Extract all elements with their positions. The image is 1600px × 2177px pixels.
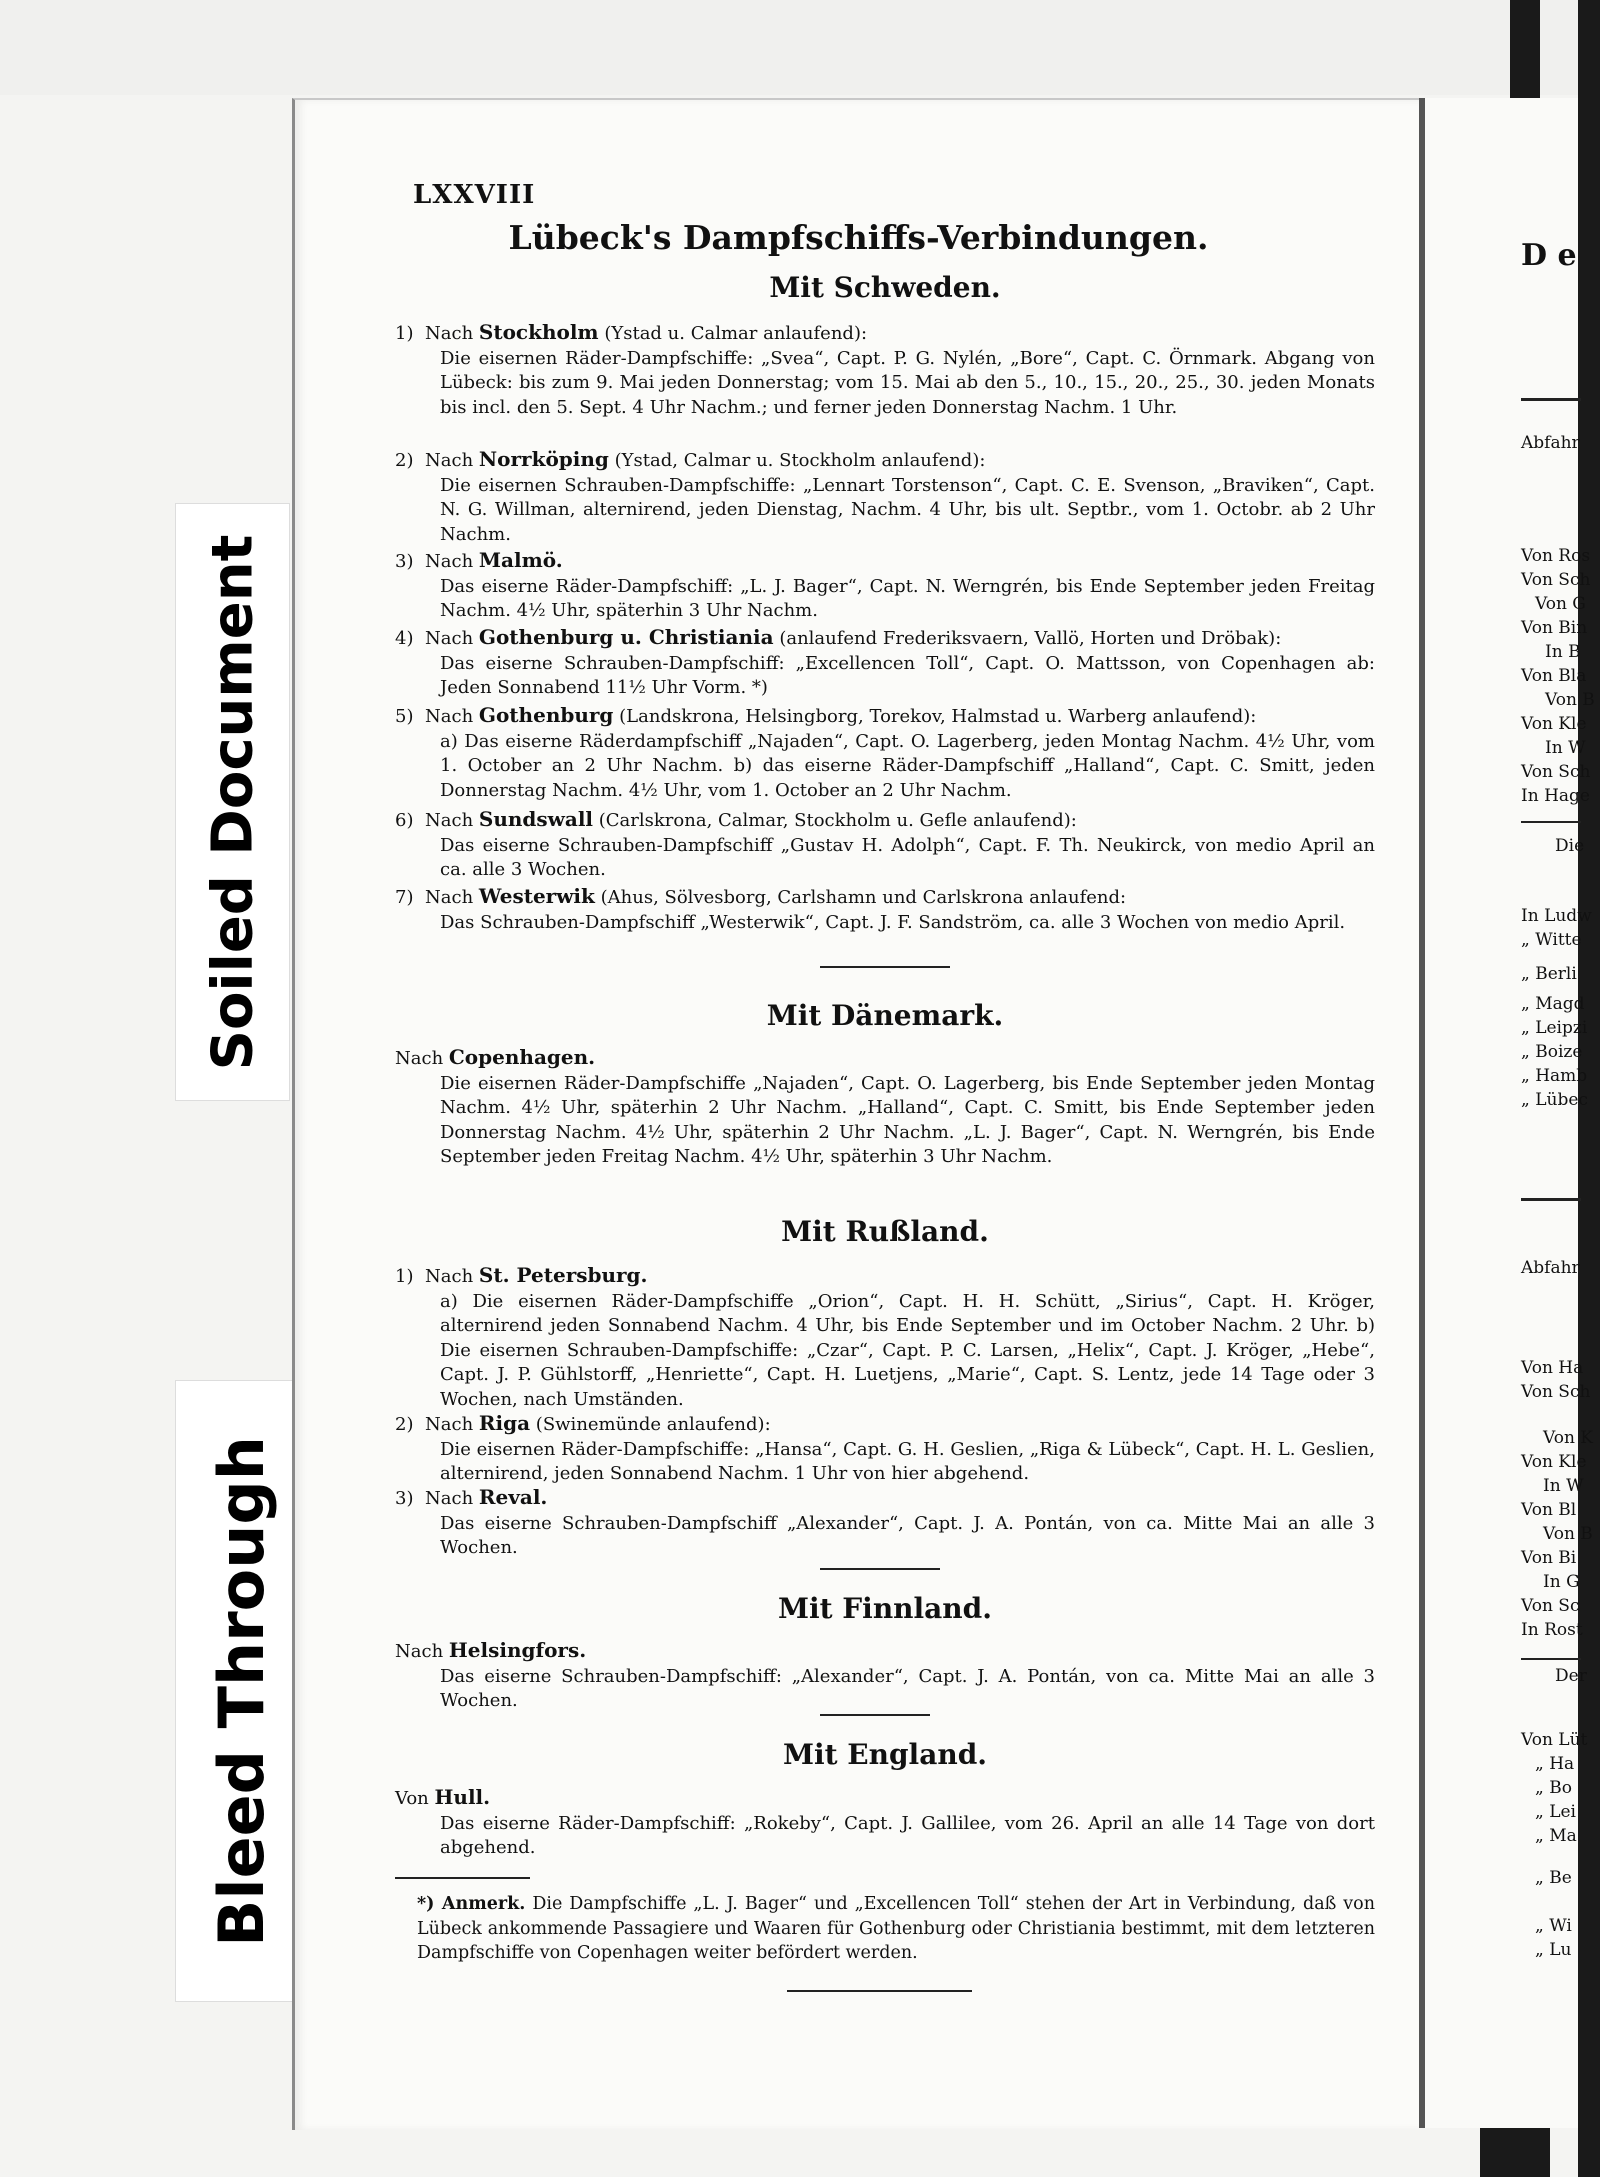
entry-norrkoeping: 2) Nach Norrköping (Ystad, Calmar u. Stockholm anlaufend): Die eisernen Schrauben-Dampfschiffe: „Lennart Torstenson“, Capt. C. E. Svenson, „Braviken“, Capt. N. G. Willman, alternirend, jeden Dienstag, Nachm. 4 Uhr, bis ult. Septbr., vom 1. Octobr. ab 2 Uhr Nachm. — [395, 447, 1375, 545]
adjacent-die: Die — [1555, 836, 1585, 856]
adjacent-der: Der — [1555, 1666, 1587, 1686]
section-divider — [820, 1714, 930, 1716]
footnote: *) Anmerk. Die Dampfschiffe „L. J. Bager“ und „Excellencen Toll“ stehen der Art in Verbindung, daß von Lübeck ankommende Passagiere und Waaren für Gothenburg oder Christiania bestimmt, mit dem letzteren Dampfschiffe von Copenhagen weiter befördert werden. — [417, 1894, 1375, 1963]
adjacent-page: D e Abfahr Von Ros Von Sch Von G Von Bin In B Von Bla Von B Von Kle In W Von Sch In Hage Die In Ludw „ Witte „ Berli „ Magd „ Leipzi „ Boize „ Hamb „ Lübec Abfahr Von Ha Von Sch Von K Von Kle In W Von Bl Von B Von Bi In G Von Sc In Rost Der Von Lüt „ Ha „ Bo „ Lei „ Ma „ Be „ Wi „ Lu — [1425, 98, 1578, 2128]
entry-gothenburg-christiania: 4) Nach Gothenburg u. Christiania (anlaufend Frederiksvaern, Vallö, Horten und Dröbak): Das eiserne Schrauben-Dampfschiff: „Excellencen Toll“, Capt. O. Mattsson, von Copenhagen ab: Jeden Sonnabend 11½ Uhr Vorm. *) — [395, 625, 1375, 698]
entry-malmoe: 3) Nach Malmö. Das eiserne Räder-Dampfschiff: „L. J. Bager“, Capt. N. Werngrén, bis Ende September jeden Freitag Nachm. 4½ Uhr, späterhin 3 Uhr Nachm. — [395, 548, 1375, 621]
entry-reval: 3) Nach Reval. Das eiserne Schrauben-Dampfschiff „Alexander“, Capt. J. A. Pontán, von ca. Mitte Mai an alle 3 Wochen. — [395, 1485, 1375, 1558]
scan-edge-right — [1578, 0, 1600, 2177]
entry-helsingfors: Nach Helsingfors. Das eiserne Schrauben-Dampfschiff: „Alexander“, Capt. J. A. Pontán, von ca. Mitte Mai an alle 3 Wochen. — [395, 1638, 1375, 1711]
page-title: Lübeck's Dampfschiffs-Verbindungen. — [508, 218, 1209, 257]
entry-st-petersburg: 1) Nach St. Petersburg. a) Die eisernen Räder-Dampfschiffe „Orion“, Capt. H. H. Schütt, „Sirius“, Capt. H. Kröger, alternirend jeden Sonnabend Nachm. 4 Uhr, bis Ende September und im October Nachm. 2 Uhr. b) Die eisernen Schrauben-Dampfschiffe: „Czar“, Capt. P. C. Larsen, „Helix“, Capt. J. Kröger, „Hebe“, Capt. J. P. Gühlstorff, „Henriette“, Capt. H. Luetjens, „Marie“, Capt. S. Lentz, jede 14 Tage oder 3 Wochen, nach Umständen. — [395, 1263, 1375, 1410]
document-page — [292, 98, 1422, 2130]
scan-background-top — [0, 0, 1600, 95]
section-heading-schweden: Mit Schweden. — [769, 271, 1001, 304]
section-heading-russland: Mit Rußland. — [781, 1215, 989, 1248]
section-divider — [820, 966, 950, 968]
entry-hull: Von Hull. Das eiserne Räder-Dampfschiff: „Rokeby“, Capt. J. Gallilee, vom 26. April an alle 14 Tage von dort abgehend. — [395, 1785, 1375, 1858]
entry-riga: 2) Nach Riga (Swinemünde anlaufend): Die eisernen Räder-Dampfschiffe: „Hansa“, Capt. G. H. Geslien, „Riga & Lübeck“, Capt. H. L. Geslien, alternirend, jeden Sonnabend Nachm. 1 Uhr von hier abgehend. — [395, 1411, 1375, 1484]
adjacent-page-title: D e — [1521, 238, 1577, 273]
adjacent-rule — [1521, 821, 1581, 823]
section-heading-england: Mit England. — [782, 1738, 988, 1771]
entry-copenhagen: Nach Copenhagen. Die eisernen Räder-Dampfschiffe „Najaden“, Capt. O. Lagerberg, bis Ende September jeden Montag Nachm. 4½ Uhr, späterhin 2 Uhr Nachm. „Halland“, Capt. C. Smitt, bis Ende September jeden Donnerstag Nachm. 4½ Uhr, späterhin 2 Uhr Nachm. „L. J. Bager“, Capt. N. Werngrén, bis Ende September jeden Freitag Nachm. 4½ Uhr, späterhin 3 Uhr Nachm. — [395, 1045, 1375, 1167]
section-divider — [820, 1568, 940, 1570]
adjacent-rule — [1521, 1658, 1581, 1660]
end-divider — [787, 1990, 972, 1992]
footnote-divider — [395, 1877, 530, 1879]
entry-sundswall: 6) Nach Sundswall (Carlskrona, Calmar, Stockholm u. Gefle anlaufend): Das eiserne Schrauben-Dampfschiff „Gustav H. Adolph“, Capt. F. Th. Neukirck, von medio April an ca. alle 3 Wochen. — [395, 807, 1375, 880]
page-number: LXXVIII — [413, 180, 536, 210]
entry-gothenburg: 5) Nach Gothenburg (Landskrona, Helsingborg, Torekov, Halmstad u. Warberg anlaufend): a) Das eiserne Räderdampfschiff „Najaden“, Capt. O. Lagerberg, jeden Montag Nachm. 4½ Uhr, vom 1. October an 2 Uhr Nachm. b) das eiserne Räder-Dampfschiff „Halland“, Capt. C. Smitt, jeden Donnerstag Nachm. 4½ Uhr, vom 1. October an 2 Uhr Nachm. — [395, 703, 1375, 801]
soiled-document-label: Soiled Document — [175, 503, 290, 1101]
section-heading-finnland: Mit Finnland. — [777, 1592, 992, 1625]
adjacent-rule — [1521, 398, 1581, 401]
bleed-through-label: Bleed Through — [175, 1380, 308, 2002]
adjacent-rule — [1521, 1198, 1581, 1201]
adjacent-abfahr: Abfahr — [1521, 1258, 1580, 1278]
entry-westerwik: 7) Nach Westerwik (Ahus, Sölvesborg, Carlshamn und Carlskrona anlaufend: Das Schrauben-Dampfschiff „Westerwik“, Capt. J. F. Sandström, ca. alle 3 Wochen von medio April. — [395, 884, 1346, 933]
section-heading-daenemark: Mit Dänemark. — [766, 999, 1004, 1032]
entry-stockholm: 1) Nach Stockholm (Ystad u. Calmar anlaufend): Die eisernen Räder-Dampfschiffe: „Svea“, Capt. P. G. Nylén, „Bore“, Capt. C. Örnmark. Abgang von Lübeck: bis zum 9. Mai jeden Donnerstag; vom 15. Mai ab den 5., 10., 15., 20., 25., 30. jeden Monats bis incl. den 5. Sept. 4 Uhr Nachm.; und ferner jeden Donnerstag Nachm. 1 Uhr. — [395, 320, 1375, 418]
